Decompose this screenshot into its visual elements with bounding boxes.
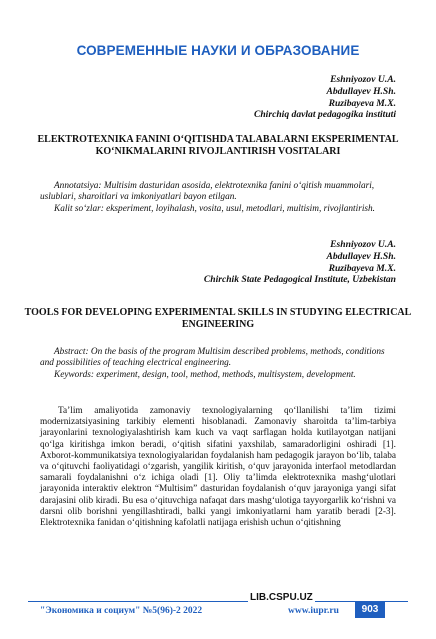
body-paragraph: Ta’lim amaliyotida zamonaviy texnologiyalarning qo‘llanilishi ta’lim tizimi modernizatsiyasining tarkibiy elementi hisoblanadi. Zamonaviy sharoitda ta’lim-tarbiya jarayonlarini texnologiyalashtirish kam kuch va vaqt sarflagan holda kutilayotgan natijani qo‘lga kiritishga imkon beradi, o‘qitish sifatini yaxshilab, samaradorligini oshiradi [1]. Axborot-kommunikatsiya texnologiyalaridan foydalanish ham pedagogik jarayon bo‘lib, talaba va o‘qituvchi faoliyatidagi o‘zgarish, yangilik kiritish, o‘quv jarayonida interfaol metodlardan samarali foydalanishni o‘z ichiga oladi [1]. Oliy ta’limda elektrotexnika mashg‘ulotlari jarayonida interaktiv elektron “Multisim” dasturidan foydalanish o‘quv jarayoniga yangi sifat darajasini olib kiradi. Bu esa o‘qituvchiga nafaqat dars mashg‘ulotiga tayyorgarlik ko‘rishni va darsni olib borishni yengillashtiradi, balki yangi imkoniyatlarni ham yaratib beradi [2-3]. Elektrotexnika fanidan o‘qitishning kafolatli natijaga erishish uchun o‘qitishning	[40, 406, 396, 529]
article-title-en: TOOLS FOR DEVELOPING EXPERIMENTAL SKILLS IN STUDYING ELECTRICAL ENGINEERING	[24, 307, 412, 330]
article-title-uz: ELEKTROTEXNIKA FANINI O‘QITISHDA TALABALARNI EKSPERIMENTAL KO‘NIKMALARINI RIVOJLANTIRISH VOSITALARI	[37, 134, 399, 157]
abstract-text: Abstract: On the basis of the program Multisim described problems, methods, conditions and possibilities of teaching electrical engineering.	[40, 347, 385, 369]
author-name: Ruzibayeva M.X.	[328, 262, 396, 274]
page-number: 903	[355, 601, 385, 618]
author-block-uz	[254, 74, 396, 121]
keywords-text: Kalit so‘zlar: eksperiment, loyihalash, vosita, usul, metodlari, multisim, rivojlantirish.	[54, 203, 375, 214]
author-block-en	[204, 239, 396, 286]
footer-website-link[interactable]: www.iupr.ru	[288, 606, 339, 616]
author-institute: Chirchik State Pedagogical Institute, Uzbekistan	[203, 274, 396, 286]
author-name: Abdullayev H.Sh.	[326, 85, 396, 97]
footer-divider	[28, 601, 408, 602]
journal-title: СОВРЕМЕННЫЕ НАУКИ И ОБРАЗОВАНИЕ	[76, 43, 360, 58]
library-watermark: LIB.CSPU.UZ	[250, 592, 313, 603]
author-name: Abdullayev H.Sh.	[326, 250, 396, 262]
keywords-text: Keywords: experiment, design, tool, method, methods, multisystem, development.	[54, 369, 356, 380]
abstract-en	[40, 347, 396, 381]
body-text	[40, 406, 396, 529]
annotation-text: Annotatsiya: Multisim dasturidan asosida, elektrotexnika fanini o‘qitish muammolari, uslublari, sharoitlari va imkoniyatlari bayon etilgan.	[40, 181, 375, 203]
author-name: Eshniyozov U.A.	[330, 74, 396, 85]
abstract-uz	[40, 181, 396, 215]
footer-journal-name: "Экономика и социум" №5(96)-2 2022	[40, 606, 203, 616]
author-institute: Chirchiq davlat pedagogika instituti	[253, 109, 396, 121]
author-name: Eshniyozov U.A.	[330, 239, 396, 250]
author-name: Ruzibayeva M.X.	[328, 97, 396, 109]
